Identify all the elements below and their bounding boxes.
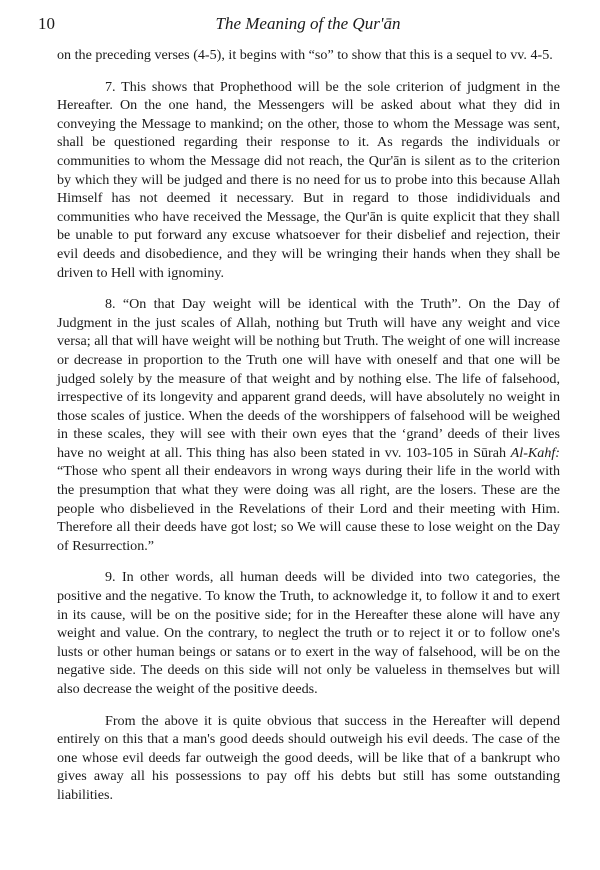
page-header <box>38 14 578 38</box>
paragraph-note-7: 7. This shows that Prophethood will be the sole criterion of judgment in the Hereafter. On the one hand, the Messengers will be asked about what they did in conveying the Message to mankind; on the other, those to whom the Message was sent, shall be questioned regarding their response to it. As regards the individuals or communities to whom the Message did not reach, the Qur'ān is silent as to the criterion by which they will be judged and there is no need for us to probe into this because Allah Himself has not deemed it necessary. But in regard to those indidividuals and communities who have received the Message, the Qur'ān is quite explicit that they shall be unable to put forward any excuse whatsoever for their disbelief and rejection, their evil deeds and disobedience, and they will be wringing their hands when they shall be driven to Hell with ignominy. <box>57 78 560 281</box>
paragraph-note-9: 9. In other words, all human deeds will be divided into two categories, the positive and the negative. To know the Truth, to acknowledge it, to follow it and to exert in its cause, will be on the positive side; for in the Hereafter these alone will have any weight and value. On the contrary, to neglect the truth or to reject it or to follow one's lusts or other human beings or satans or to exert in the way of falsehood, will be on the negative side. The deeds on this side will not only be valueless in themselves but will also decrease the weight of the positive deeds. <box>57 569 560 697</box>
running-title: The Meaning of the Qur'ān <box>215 14 401 33</box>
surah-name-italic: Al-Kahf: <box>510 444 560 461</box>
paragraph-note-8 <box>57 295 560 555</box>
page-number: 10 <box>38 14 55 33</box>
note-8-quote: “Those who spent all their endeavors in wrong ways during their life in the world with the presumption that what they were doing was all right, are the losers. These are the people who disbelieved in the Revelations of their Lord and their meeting with Him. Therefore all their deeds have got lost; so We will cause these to lose weight on the Day of Resurrection.” <box>57 463 560 554</box>
note-8-text: 8. “On that Day weight will be identical with the Truth”. On the Day of Judgment in the just scales of Allah, nothing but Truth will have any weight and vice versa; all that will have weight will be nothing but Truth. The weight of one will increase or decrease in proportion to the Truth one will have with oneself and that one will be judged solely by the measure of that weight and by nothing else. The life of falsehood, irrespective of its longevity and apparent grand deeds, will have absolutely no weight in those scales of justice. When the deeds of the worshippers of falsehood will be weighed in these scales, they will see with their own eyes that the ‘grand’ deeds of their lives have no weight at all. This thing has also been stated in vv. 103-105 in Sūrah <box>57 296 560 461</box>
paragraph-continuation: on the preceding verses (4-5), it begins with “so” to show that this is a sequel to vv. 4-5. <box>57 47 553 63</box>
paragraph-conclusion: From the above it is quite obvious that success in the Hereafter will depend entirely on this that a man's good deeds should outweigh his evil deeds. The case of the one whose evil deeds far outweigh the good deeds, will be like that of a bankrupt who gives away all his possessions to pay off his debts but still has some outstanding liabilities. <box>57 712 560 803</box>
body-text <box>57 46 560 818</box>
